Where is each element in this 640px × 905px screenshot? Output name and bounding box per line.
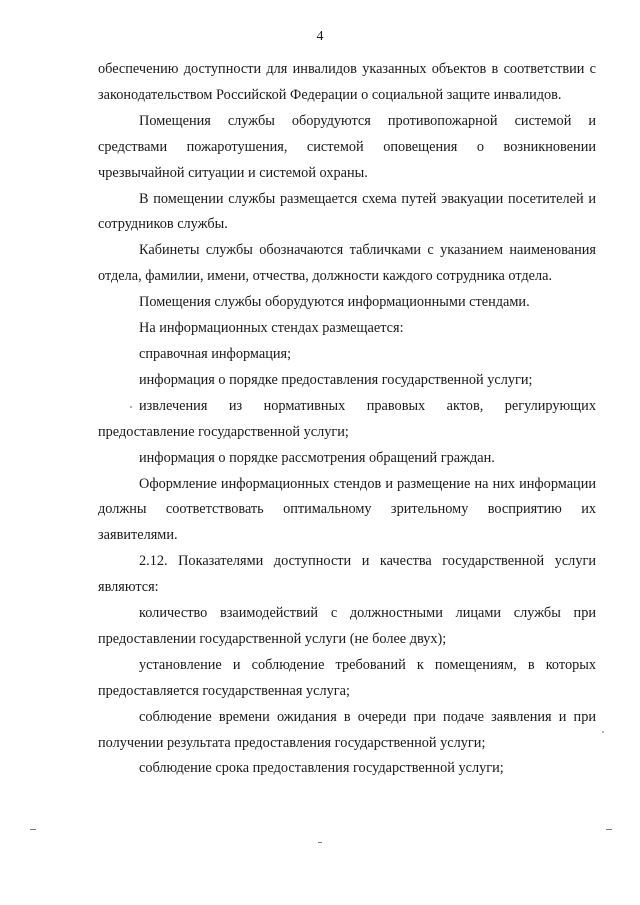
paragraph-fire-safety: Помещения службы оборудуются противопожарной системой и средствами пожаротушения, системой оповещения о возникновении чрезвычайной ситуации и системой охраны. bbox=[98, 112, 596, 181]
list-item-appeals-procedure: информация о порядке рассмотрения обращений граждан. bbox=[139, 449, 495, 466]
scan-speck bbox=[130, 406, 132, 408]
paragraph-stands-design: Оформление информационных стендов и размещение на них информации должны соответствовать оптимальному зрительному восприятию их заявителями. bbox=[98, 475, 596, 544]
document-body bbox=[98, 57, 596, 782]
paragraph-office-signs: Кабинеты службы обозначаются табличками с указанием наименования отдела, фамилии, имени, отчества, должности каждого сотрудника отдела. bbox=[98, 242, 596, 285]
page-number: 4 bbox=[316, 29, 324, 44]
list-item-service-deadline: соблюдение срока предоставления государственной услуги; bbox=[139, 760, 504, 777]
scan-speck bbox=[602, 731, 604, 733]
list-item-interactions-count: количество взаимодействий с должностными лицами службы при предоставлении государственной услуги (не более двух); bbox=[98, 605, 596, 647]
paragraph-accessibility: обеспечению доступности для инвалидов указанных объектов в соответствии с законодательством Российской Федерации о социальной защите инвалидов. bbox=[98, 61, 596, 103]
paragraph-stands-content-intro: На информационных стендах размещается: bbox=[139, 320, 404, 337]
paragraph-section-2-12: 2.12. Показателями доступности и качества государственной услуги являются: bbox=[98, 553, 596, 596]
scan-mark-right bbox=[606, 829, 612, 830]
list-item-legal-extracts: извлечения из нормативных правовых актов, регулирующих предоставление государственной услуги; bbox=[98, 397, 596, 440]
scan-mark-middle bbox=[318, 842, 322, 843]
list-item-queue-time: соблюдение времени ожидания в очереди при подаче заявления и при получении результата предоставления государственной услуги; bbox=[98, 708, 596, 751]
list-item-service-procedure: информация о порядке предоставления государственной услуги; bbox=[139, 371, 533, 388]
paragraph-evacuation: В помещении службы размещается схема путей эвакуации посетителей и сотрудников службы. bbox=[98, 190, 596, 233]
list-item-premises-requirements: установление и соблюдение требований к помещениям, в которых предоставляется государственная услуга; bbox=[98, 656, 596, 699]
paragraph-info-stands: Помещения службы оборудуются информационными стендами. bbox=[139, 294, 530, 311]
list-item-reference-info: справочная информация; bbox=[139, 345, 292, 362]
scan-mark-left bbox=[30, 829, 36, 830]
